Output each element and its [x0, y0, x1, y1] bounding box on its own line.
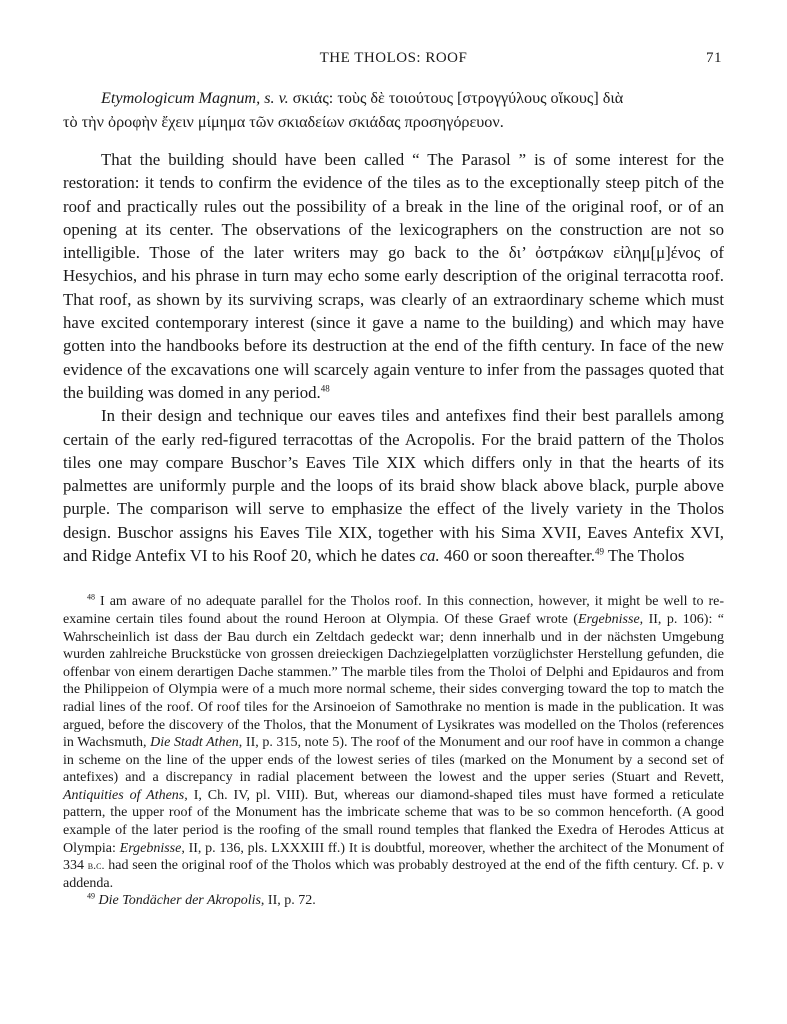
abbreviation-ca: ca. [419, 546, 440, 566]
footnote-text: , I, Ch. IV, pl. VIII). But, whereas our diamond-shaped tiles must have formed a reticulate pattern, the upper roof of the Monument has the imbricate scheme that was to be so common henceforth. (A good example of the later period is the roofing of the small round temples that flanked the Exedra of Herodes Atticus at Olympia: [63, 787, 724, 856]
greek-phrase: δι’ ὀστράκων εἰλημ[μ]ένος [508, 243, 701, 263]
body-text [63, 148, 724, 567]
citation-title: Antiquities of Athens [63, 787, 185, 803]
footnote-text: , II, p. 72. [260, 893, 316, 909]
paragraph-text: 460 or soon thereafter. [439, 546, 595, 566]
paragraph-text: In their design and technique our eaves tiles and antefixes find their best parallels among certain of the early red-figured terracottas of the Acropolis. For the braid pattern of the Tholos tiles one may compare Buschor’s Eaves Tile XIX which differs only in that the hearts of its palmettes are uniformly purple and the loops of its braid show black above black, purple above purple. The comparison will serve to emphasize the effect of the lively variety in the Tholos design. Buschor assigns his Eaves Tile XIX, together with his Sima XVII, Eaves Antefix XVI, and Ridge Antefix VI to his Roof 20, which he dates [63, 406, 724, 566]
footnote-ref-49[interactable]: 49 [594, 546, 604, 557]
footnote-text: I am aware of no adequate parallel for the Tholos roof. In this connection, however, it might be well to re-examine certain tiles found about the round Heroon at Olympia. Of these Graef wrote ( [63, 594, 724, 627]
footnote-text: , II, p. 106): “ Wahrscheinlich ist dass der Bau durch ein Zeltdach gedeckt war; denn innerhalb und in der nächsten Umgebung wurden zahlreiche Bruckstücke von grossen dreieckigen Dachziegelplatten vorzüglichster Herstellung gefunden, die offenbar von einem derartigen Dache stammen.” The marble tiles from the Tholoi of Delphi and Epidauros and from the Philippeion of Olympia were of a much more normal scheme, their sides converging toward the top to match the radial lines of the roof. Of roof tiles for the Arsinoeion of Samothrake no mention is made in the publication. It was argued, before the discovery of the Tholos, that the Monument of Lysikrates was modelled on the Tholos (references in Wachsmuth, [63, 611, 724, 751]
footnote-number: 48 [87, 592, 95, 602]
epigraph-source: Etymologicum Magnum, s. v. [101, 89, 289, 107]
paragraph-text: of Hesychios, and his phrase in turn may echo some early description of the original terracotta roof. That roof, as shown by its surviving scraps, was clearly of an extraordinary scheme which must have excited contemporary interest (since it gave a name to the building) and which may have gotten into the handbooks before its destruction at the end of the fifth century. In face of the new evidence of the excavations one will scarcely again venture to infer from the passages quoted that the building was domed in any period. [63, 243, 724, 402]
footnote-text: had seen the original roof of the Tholos which was probably destroyed at the end of the fifth century. Cf. p. v addenda. [63, 858, 724, 891]
era-abbreviation: b.c. [87, 858, 105, 873]
citation-title: Die Tondächer der Akropolis [98, 893, 261, 909]
page-number: 71 [706, 50, 722, 66]
paragraph-text: The Tholos [603, 546, 685, 566]
paragraph-text: That the building should have been called “ The Parasol ” is of some interest for the restoration: it tends to confirm the evidence of the tiles as to the exceptionally steep pitch of the roof and practically rules out the possibility of a break in the line of the original roof, or of an opening at its center. The observations of the lexicographers on the construction are not so intelligible. Those of the later writers may go back to the [63, 150, 724, 263]
epigraph-greek-line-1: σκιάς: τοὺς δὲ τοιούτους [στρογγύλους οἴκους] διὰ [292, 89, 624, 107]
footnote-text: , II, p. 315, note 5). The roof of the Monument and our roof have in common a change in scheme on the line of the upper ends of the lowest series of tiles (marked on the Monument by a second set of antefixes) and a discrepancy in radial placement between the lowest and the upper series (Stuart and Revett, [63, 735, 725, 786]
paragraph-eaves-tiles [63, 404, 724, 567]
footnote-text: , II, p. 136, pls. LXXXIII ff.) It is doubtful, moreover, whether the architect of the Monument of 334 [63, 840, 724, 874]
paragraph-parasol [63, 148, 724, 404]
running-title: THE THOLOS: ROOF [319, 50, 468, 66]
citation-title: Ergebnisse [119, 840, 182, 856]
page [63, 50, 724, 910]
citation-title: Ergebnisse [577, 611, 640, 627]
footnotes [63, 593, 724, 910]
epigraph-quotation [63, 86, 724, 134]
footnote-48 [63, 593, 724, 892]
running-head [63, 50, 724, 72]
citation-title: Die Stadt Athen [150, 735, 239, 751]
epigraph-greek-line-2: τὸ τὴν ὀροφὴν ἔχειν μίμημα τῶν σκιαδείων σκιάδας προσηγόρευον. [63, 113, 504, 131]
footnote-ref-48[interactable]: 48 [320, 383, 330, 394]
footnote-49 [63, 892, 724, 910]
footnote-number: 49 [87, 891, 95, 901]
